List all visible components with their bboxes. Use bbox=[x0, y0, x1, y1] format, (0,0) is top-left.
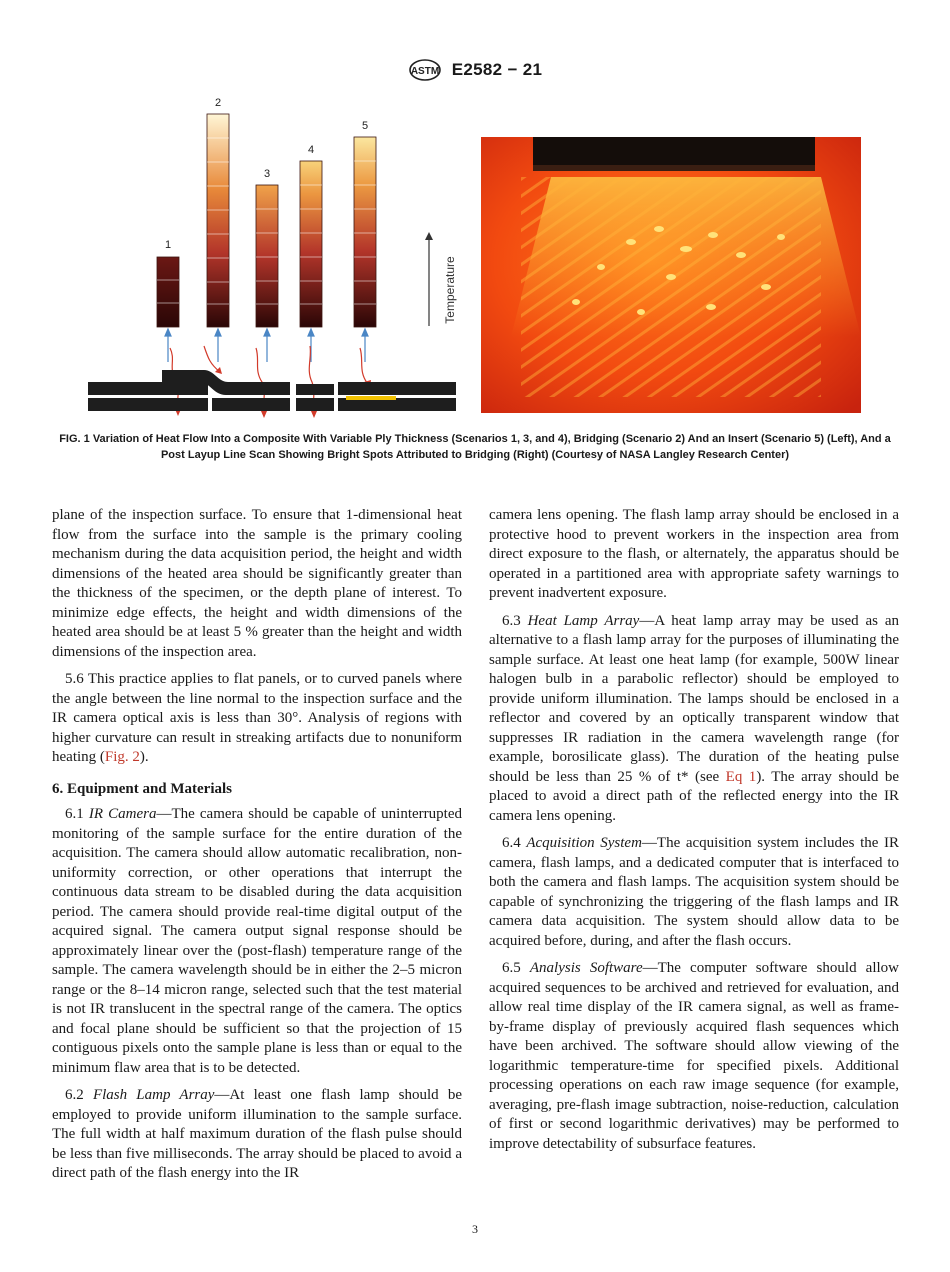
acquisition-system-term: Acquisition System bbox=[526, 835, 642, 851]
paragraph-6-1: 6.1 IR Camera—The camera should be capable of uninterrupted monitoring of the sample surface for the entire duration of the acquisition. The camera should allow automatic recalibration, non-uniformity correction, or other operations that interrupt the continuous data stream to be disabled during the data acquisition period. The camera should provide real-time digital output of the acquired signal. The camera output signal response should be approximately linear over the (post-flash) temperature range of the sample. The camera wavelength should be in either the 2–5 micron range or the 8–14 micron range, selected such that the test material is not IR translucent in the spectral range of the camera. The optics and focal plane should be sufficient so that the projection of 15 contiguous pixels onto the sample plane is less than or equal to the minimum flaw area that is to be detected. bbox=[52, 806, 462, 1076]
temperature-bar-1 bbox=[157, 257, 179, 327]
insert-marker bbox=[346, 396, 396, 400]
paragraph-continued: plane of the inspection surface. To ensure that 1-dimensional heat flow from the surface into the sample is the primary cooling mechanism during the data acquisition period, the height and width dimensions of the heated area should be significantly greater than the thickness of the specimen, or the depth plane of interest. To minimize edge effects, the height and width dimensions of the heated area should be at least 5 % greater than the height and width dimensions of the inspection area. bbox=[52, 507, 462, 660]
svg-text:ASTM: ASTM bbox=[410, 66, 439, 77]
ir-line-scan-image bbox=[481, 137, 861, 413]
scenario-label-4: 4 bbox=[307, 144, 315, 156]
scenario-label-3: 3 bbox=[263, 168, 271, 180]
paragraph-continued-right: camera lens opening. The flash lamp array should be enclosed in a protective hood to prevent workers in the inspection area from direct exposure to the flash, or alternately, the apparatus should be operated in a partitioned area with appropriate safety warnings to prevent inadvertent exposure. bbox=[489, 507, 899, 601]
paragraph-6-5: 6.5 Analysis Software—The computer software should allow acquired sequences to be archived and retrieved for evaluation, and allow real time display of the IR camera signal, as well as frame-by-frame display of previously acquired flash sequences which have been archived. The software should allow viewing of the logarithmic temperature-time for specified pixels. Additional processing operations on each raw image sequence (for example, averaging, pre-flash image subtraction, noise-reduction, calculation of first or second logarithmic derivatives) may be performed to improve detectability of subsurface features. bbox=[489, 960, 900, 1152]
heat-flow-diagram bbox=[84, 90, 464, 420]
temperature-bar-2 bbox=[207, 114, 229, 327]
right-column bbox=[489, 506, 899, 1162]
flash-lamp-term: Flash Lamp Array bbox=[92, 1087, 215, 1103]
temperature-bar-3 bbox=[256, 185, 278, 327]
page-header bbox=[0, 58, 950, 82]
temperature-axis-label: Temperature bbox=[443, 256, 457, 324]
standard-designation: E2582 − 21 bbox=[451, 60, 543, 79]
section-heading: 6. Equipment and Materials bbox=[52, 780, 233, 797]
composite-laminate bbox=[88, 370, 456, 411]
paragraph-6-2: 6.2 Flash Lamp Array—At least one flash lamp should be employed to provide uniform illumination to the sample surface. The full width at half maximum duration of the flash pulse should be less than five milliseconds. The array should be placed to avoid a direct path of the flash energy into the IR bbox=[52, 1087, 463, 1181]
figure-2-link[interactable]: Fig. 2 bbox=[104, 749, 140, 765]
temperature-bar-4 bbox=[300, 161, 322, 327]
ir-camera-term: IR Camera bbox=[88, 806, 157, 822]
temperature-axis-arrow bbox=[425, 232, 433, 326]
scenario-label-5: 5 bbox=[361, 120, 369, 132]
temperature-bar-5 bbox=[354, 137, 376, 327]
paragraph-6-4: 6.4 Acquisition System—The acquisition system includes the IR camera, flash lamps, and a dedicated computer that is interfaced to both the camera and flash lamps. The acquisition system should be capable of synchronizing the triggering of the flash lamps and IR camera data acquisition. The system should allow data to be acquired before, during, and after the flash occurs. bbox=[489, 835, 900, 949]
page-number: 3 bbox=[472, 1222, 478, 1236]
left-column bbox=[52, 506, 462, 1192]
figure-caption: FIG. 1 Variation of Heat Flow Into a Composite With Variable Ply Thickness (Scenarios 1, 3, and 4), Bridging (Scenario 2) And an Insert (Scenario 5) (Left), And a Post Layup Line Scan Showing Bright Spots Attributed to Bridging (Right) (Courtesy of NASA Langley Research Center) bbox=[59, 433, 891, 461]
paragraph-6-3: 6.3 Heat Lamp Array—A heat lamp array may be used as an alternative to a flash lamp array for the purposes of illuminating the sample surface. At least one heat lamp (for example, 500W linear halogen bulb in a parabolic reflector) should be employed to provide uniform illumination. The lamps should be enclosed in a reflector and covered by an optically transparent window that suppresses IR radiation in the camera wavelength range (for example, borosilicate glass). The duration of the heating pulse should be less than 25 % of t* (see Eq 1). The array should be placed to avoid a direct path of the reflected energy into the IR camera lens opening. bbox=[489, 612, 900, 824]
scenario-label-2: 2 bbox=[214, 97, 222, 109]
scenario-label-1: 1 bbox=[164, 239, 172, 251]
heat-up-arrows bbox=[165, 329, 368, 362]
equation-1-link[interactable]: Eq 1 bbox=[725, 768, 757, 785]
paragraph-5-6: 5.6 This practice applies to flat panels, or to curved panels where the angle between the line normal to the inspection surface and the IR camera optical axis is less than 30°. Analysis of regions with higher curvature can result in streaking artifacts due to nonuniform heating (Fig. 2). bbox=[52, 671, 462, 765]
heat-lamp-term: Heat Lamp Array bbox=[527, 612, 640, 629]
analysis-software-term: Analysis Software bbox=[529, 960, 643, 976]
astm-logo-icon bbox=[408, 58, 442, 82]
